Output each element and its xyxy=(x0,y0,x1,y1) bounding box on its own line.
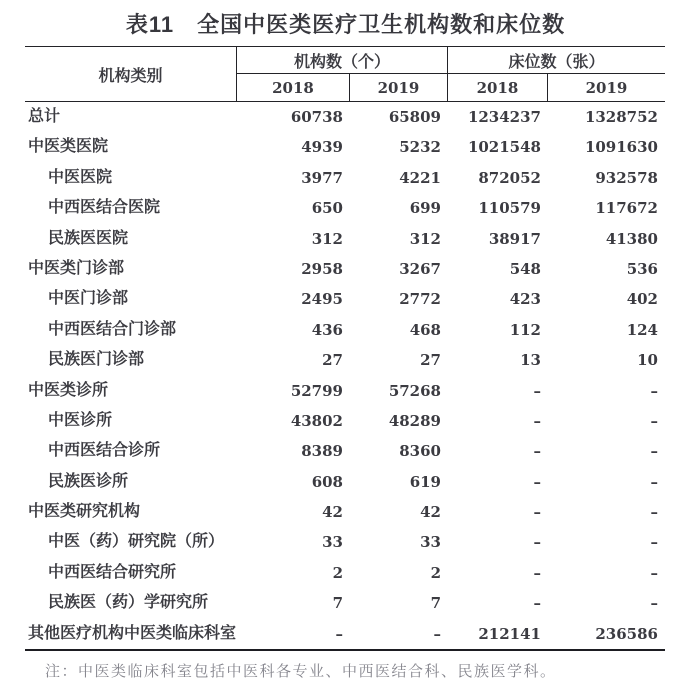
cell-value: 42 xyxy=(420,503,441,522)
cell-value: 112 xyxy=(509,320,541,339)
header-group-institutions: 机构数（个） xyxy=(237,47,448,74)
cell-value: 699 xyxy=(409,199,441,218)
cell-value: – xyxy=(433,624,441,643)
cell-value: – xyxy=(650,563,658,582)
cell-value: – xyxy=(533,472,541,491)
row-label: 中西医结合医院 xyxy=(48,199,161,217)
row-label: 民族医诊所 xyxy=(48,472,129,490)
header-category: 机构类别 xyxy=(25,47,237,101)
cell-value: 619 xyxy=(409,472,441,491)
table-row xyxy=(25,467,665,497)
cell-value: 2772 xyxy=(399,290,441,309)
cell-value: 548 xyxy=(509,259,541,278)
cell-value: – xyxy=(650,411,658,430)
row-label: 中医类研究机构 xyxy=(28,503,141,521)
cell-value: 650 xyxy=(311,199,343,218)
cell-value: 7 xyxy=(332,594,343,613)
statistics-table xyxy=(25,46,665,651)
cell-value: 8360 xyxy=(399,442,441,461)
row-label: 中医诊所 xyxy=(48,411,113,429)
footnote: 注：中医类临床科室包括中医科各专业、中西医结合科、民族医学科。 xyxy=(45,664,557,680)
cell-value: 42 xyxy=(322,503,343,522)
cell-value: 3267 xyxy=(399,259,441,278)
cell-value: 4221 xyxy=(399,168,441,187)
cell-value: 48289 xyxy=(388,411,441,430)
cell-value: – xyxy=(650,442,658,461)
cell-value: 2958 xyxy=(301,259,343,278)
row-label: 中西医结合门诊部 xyxy=(48,320,177,338)
cell-value: 236586 xyxy=(595,624,658,643)
cell-value: – xyxy=(650,533,658,552)
cell-value: – xyxy=(533,533,541,552)
cell-value: 1091630 xyxy=(584,138,658,157)
cell-value: 1234237 xyxy=(467,108,541,126)
cell-value: 110579 xyxy=(478,199,541,218)
cell-value: 5232 xyxy=(399,138,441,157)
table-row xyxy=(25,497,665,527)
table-row xyxy=(25,163,665,193)
table-row xyxy=(25,193,665,223)
cell-value: 402 xyxy=(626,290,658,309)
cell-value: 43802 xyxy=(290,411,343,430)
cell-value: 41380 xyxy=(605,229,658,248)
cell-value: 872052 xyxy=(478,168,541,187)
table-body xyxy=(25,102,665,651)
cell-value: 33 xyxy=(420,533,441,552)
cell-value: 3977 xyxy=(301,168,343,187)
cell-value: 2495 xyxy=(301,290,343,309)
cell-value: 60738 xyxy=(290,108,343,126)
cell-value: 2 xyxy=(430,563,441,582)
cell-value: 8389 xyxy=(301,442,343,461)
table-row xyxy=(25,588,665,618)
row-label: 民族医门诊部 xyxy=(48,351,145,369)
cell-value: – xyxy=(533,563,541,582)
cell-value: 65809 xyxy=(388,108,441,126)
cell-value: 4939 xyxy=(301,138,343,157)
table-row xyxy=(25,102,665,132)
header-year: 2018 xyxy=(448,74,548,101)
cell-value: 423 xyxy=(509,290,541,309)
table-row xyxy=(25,345,665,375)
cell-value: 52799 xyxy=(290,381,343,400)
cell-value: 124 xyxy=(626,320,658,339)
header-year: 2018 xyxy=(237,74,350,101)
cell-value: 312 xyxy=(409,229,441,248)
table-row xyxy=(25,558,665,588)
cell-value: – xyxy=(533,381,541,400)
row-label: 中医门诊部 xyxy=(48,290,129,308)
table-header xyxy=(25,46,665,102)
cell-value: – xyxy=(533,503,541,522)
cell-value: 468 xyxy=(409,320,441,339)
cell-value: 38917 xyxy=(488,229,541,248)
row-label: 中医类门诊部 xyxy=(28,259,125,277)
row-label: 中医医院 xyxy=(48,168,113,186)
cell-value: 10 xyxy=(637,351,658,370)
cell-value: 2 xyxy=(332,563,343,582)
cell-value: 13 xyxy=(520,351,541,370)
table-row xyxy=(25,132,665,162)
cell-value: 1021548 xyxy=(467,138,541,157)
row-label: 中医类医院 xyxy=(28,138,109,156)
table-row xyxy=(25,406,665,436)
cell-value: – xyxy=(533,442,541,461)
cell-value: 27 xyxy=(420,351,441,370)
row-label: 民族医（药）学研究所 xyxy=(48,594,209,612)
row-label: 中医（药）研究院（所） xyxy=(48,533,225,551)
cell-value: – xyxy=(533,594,541,613)
cell-value: – xyxy=(533,411,541,430)
cell-value: – xyxy=(650,381,658,400)
cell-value: – xyxy=(650,594,658,613)
cell-value: – xyxy=(650,472,658,491)
cell-value: 117672 xyxy=(595,199,658,218)
table-row xyxy=(25,284,665,314)
table-title: 表11 全国中医类医疗卫生机构数和床位数 xyxy=(125,12,566,37)
row-label: 总计 xyxy=(28,108,61,125)
row-label: 民族医医院 xyxy=(48,229,129,247)
cell-value: – xyxy=(335,624,343,643)
table-row xyxy=(25,619,665,649)
table-row xyxy=(25,315,665,345)
row-label: 中医类诊所 xyxy=(28,381,109,399)
cell-value: 212141 xyxy=(478,624,541,643)
cell-value: 932578 xyxy=(595,168,658,187)
table-row xyxy=(25,254,665,284)
table-row xyxy=(25,224,665,254)
table-row xyxy=(25,527,665,557)
cell-value: 436 xyxy=(311,320,343,339)
header-group-beds: 床位数（张） xyxy=(448,47,665,74)
cell-value: 312 xyxy=(311,229,343,248)
header-year: 2019 xyxy=(585,78,628,97)
row-label: 中西医结合研究所 xyxy=(48,563,177,581)
cell-value: 27 xyxy=(322,351,343,370)
cell-value: 608 xyxy=(311,472,343,491)
table-row xyxy=(25,436,665,466)
table-row xyxy=(25,376,665,406)
row-label: 中西医结合诊所 xyxy=(48,442,161,460)
cell-value: – xyxy=(650,503,658,522)
cell-value: 33 xyxy=(322,533,343,552)
cell-value: 57268 xyxy=(388,381,441,400)
row-label: 其他医疗机构中医类临床科室 xyxy=(28,624,237,642)
cell-value: 1328752 xyxy=(584,108,658,126)
cell-value: 536 xyxy=(626,259,658,278)
header-year: 2019 xyxy=(350,74,448,101)
cell-value: 7 xyxy=(430,594,441,613)
